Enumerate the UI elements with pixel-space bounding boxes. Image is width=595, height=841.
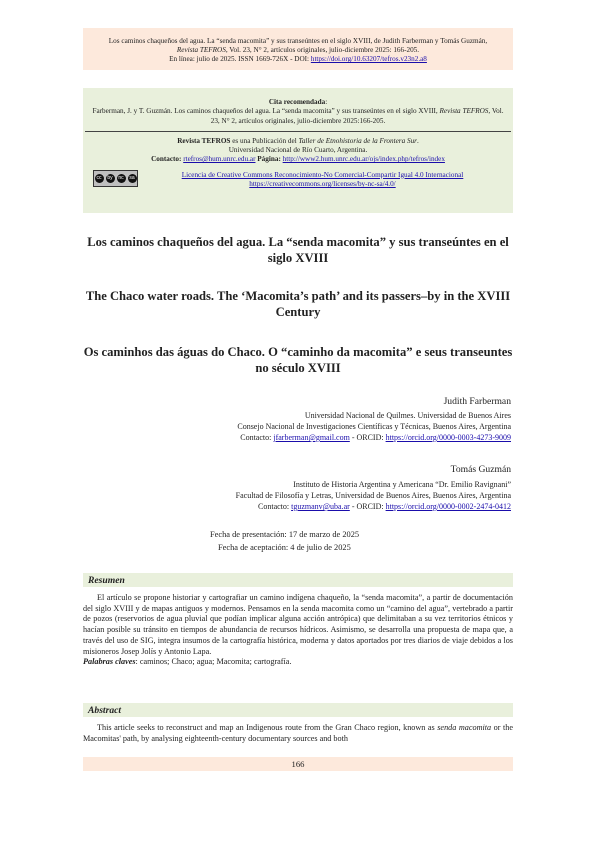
header-line1: Los caminos chaqueños del agua. La “senda macomita” y sus transeúntes en el siglo XVIII, de Judith Farberman y Tomás Guzmán, (108, 37, 488, 45)
keywords: Palabras claves: caminos; Chaco; agua; Macomita; cartografía. (83, 657, 292, 667)
author2-email-link[interactable]: tguzmanv@uba.ar (291, 502, 350, 511)
journal-url-link[interactable]: http://www2.hum.unrc.edu.ar/ojs/index.php/tefros/index (282, 155, 445, 164)
abstract-heading: Abstract (83, 703, 513, 717)
resumen-body: El artículo se propone historiar y cartografiar un camino indígena chaqueño, la “senda macomita”, a partir de documentación del siglo XVIII y de mapas antiguos y modernos. Pensamos en la senda macomita como un “camino del agua”, vertebrado a partir de pozos (reservorios de agua pluvial que podían implicar alguna acción antrópica) que delimitaban a su vez territorios étnicos y hacían posible su tránsito en tiempos de abundancia de recursos hídricos. Asimismo, se desarrolla una propuesta de mapa que, a través del uso de SIG, integra insumos de la cartografía histórica, moderna y datos aportados por tres diarios de viaje debidos a los misioneros Josep Jolís y Antonio Lapa. Palabras claves: caminos; Chaco; agua; Macomita; cartografía. (83, 593, 513, 667)
publisher-contact: Contacto: rtefros@hum.unrc.edu.ar Página: http://www2.hum.unrc.edu.ar/ojs/index.php/tefros/index (151, 155, 445, 164)
author1-email-link[interactable]: jfarberman@gmail.com (273, 433, 350, 442)
cc-license-icon[interactable]: cc by nc sa (93, 170, 138, 187)
author1-affiliations: Universidad Nacional de Quilmes. Universidad de Buenos Aires Consejo Nacional de Investigaciones Científicas y Técnicas, Buenos Aires, Argentina Contacto: jfarberman@gmail.com - ORCID: https://orcid.org/0000-0003-4273-9009 (237, 411, 511, 442)
publisher-line: Revista TEFROS es una Publicación del Taller de Etnohistoria de la Frontera Sur. (177, 136, 419, 145)
submission-date: Fecha de presentación: 17 de marzo de 2025 (210, 530, 360, 539)
citation-label: Cita recomendada: (268, 98, 328, 106)
acceptance-date: Fecha de aceptación: 4 de julio de 2025 (218, 543, 351, 552)
citation-box (83, 88, 513, 213)
author1-orcid-link[interactable]: https://orcid.org/0000-0003-4273-9009 (385, 433, 511, 442)
license-link[interactable]: Licencia de Creative Commons Reconocimiento-No Comercial-Compartir Igual 4.0 Internacional (181, 170, 464, 179)
publisher-university: Universidad Nacional de Río Cuarto, Argentina. (228, 146, 368, 155)
doi-link[interactable]: https://doi.org/10.63207/tefros.v23n2.a8 (310, 55, 427, 64)
header-line3: En línea: julio de 2025. ISSN 1669-726X - DOI: https://doi.org/10.63207/tefros.v23n2.a8 (169, 55, 427, 64)
citation-text: Farberman, J. y T. Guzmán. Los caminos chaqueños del agua. La “senda macomita” y sus transeúntes en el siglo XVIII, Revista TEFROS, Vol. 23, N° 2, artículos originales, julio-diciembre 2025:166-205. (92, 107, 504, 125)
resumen-heading: Resumen (83, 573, 513, 587)
author2-orcid-link[interactable]: https://orcid.org/0000-0002-2474-0412 (385, 502, 511, 511)
license-row (89, 170, 507, 190)
author1-name: Judith Farberman (443, 396, 511, 407)
title-es: Los caminos chaqueños del agua. La “senda macomita” y sus transeúntes en el siglo XVIII (87, 235, 509, 265)
header-line2: Revista TEFROS, Vol. 23, N° 2, artículos originales, julio-diciembre 2025: 166-205. (176, 46, 420, 55)
author2-name: Tomás Guzmán (450, 464, 511, 475)
author2-affiliations: Instituto de Historia Argentina y Americana “Dr. Emilio Ravignani” Facultad de Filosofía y Letras, Universidad de Buenos Aires, Buenos Aires, Argentina Contacto: tguzmanv@uba.ar - ORCID: https://orcid.org/0000-0002-2474-0412 (235, 480, 511, 511)
abstract-body: This article seeks to reconstruct and map an Indigenous route from the Gran Chaco region, known as senda macomita or the Macomitas' path, by analysing eighteenth-century documentary sources and both (83, 723, 513, 743)
page-number: 166 (83, 757, 513, 771)
running-header (83, 28, 513, 70)
license-url-link[interactable]: https://creativecommons.org/licenses/by-nc-sa/4.0/ (249, 180, 396, 189)
title-en: The Chaco water roads. The ‘Macomita’s path’ and its passers–by in the XVIII Century (85, 289, 511, 319)
title-pt: Os caminhos das águas do Chaco. O “caminho da macomita” e seus transeuntes no século XVIII (83, 345, 513, 375)
license-text (138, 171, 507, 190)
divider (85, 131, 511, 132)
publisher-email-link[interactable]: rtefros@hum.unrc.edu.ar (183, 155, 256, 164)
